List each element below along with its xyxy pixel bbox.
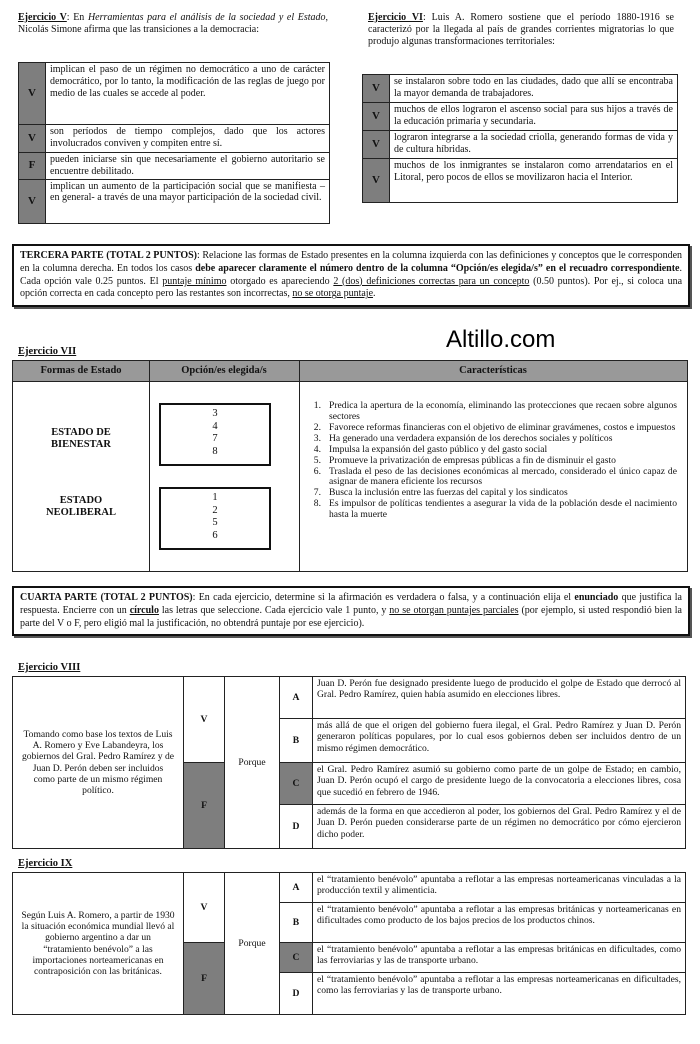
option-text: el “tratamiento benévolo” apuntaba a reflotar a las empresas británicas y norteamericanas en dificultades como producto de los bajos precios de los productos chinos. xyxy=(313,903,686,943)
answer-label: F xyxy=(19,153,46,180)
ex8-table xyxy=(12,676,686,849)
option-letter-a[interactable]: A xyxy=(280,677,313,719)
answer-label: V xyxy=(19,125,46,153)
option-letter-b[interactable]: B xyxy=(280,903,313,943)
ex9-table xyxy=(12,872,686,1015)
ex5-row-text: son períodos de tiempo complejos, dado que los actores involucrados conviven y compiten entre sí. xyxy=(46,125,330,153)
list-item: 5. Promueve la privatización de empresas públicas a fin de disminuir el gasto xyxy=(313,454,616,466)
answer-label: V xyxy=(19,63,46,125)
answer-box-welfare[interactable]: 3 4 7 8 xyxy=(159,403,271,466)
porque-label: Porque xyxy=(225,873,280,1015)
option-letter-d[interactable]: D xyxy=(280,805,313,849)
part3-instructions: TERCERA PARTE (TOTAL 2 PUNTOS): Relacione las formas de Estado presentes en la columna izquierda con las definiciones y conceptos que le corresponden en la columna derecha. En todos los casos debe aparecer claramente el número dentro de la columna “Opción/es elegida/s” en el recuadro correspondiente. Cada opción vale 0.25 puntos. El puntaje mínimo otorgado es apareciendo 2 (dos) definiciones correctas para un concepto (0.50 puntos). Por ej., si coloca una opción correcta en cada concepto pero las restantes son incorrectas, no se otorga puntaje. xyxy=(12,244,690,307)
answer-label: V xyxy=(363,75,390,103)
true-option[interactable]: V xyxy=(184,873,225,943)
list-item: 1. Predica la apertura de la economía, eliminando las protecciones que recaen sobre algunos sectores xyxy=(313,400,677,422)
ex7-header-options: Opción/es elegida/s xyxy=(181,365,267,376)
ex7-header-forms: Formas de Estado xyxy=(40,365,122,376)
option-letter-c[interactable]: C xyxy=(280,763,313,805)
list-item: 7. Busca la inclusión entre las fuerzas del capital y los sindicatos xyxy=(313,487,568,499)
option-text: Juan D. Perón fue designado presidente luego de producido el golpe de Estado que derrocó al Gral. Pedro Ramírez, quien había asumido en elecciones libres. xyxy=(313,677,686,719)
ex9-title: Ejercicio IX xyxy=(18,858,73,869)
answer-label: V xyxy=(363,159,390,203)
option-text: el Gral. Pedro Ramírez asumió su gobierno como parte de un golpe de Estado; en cambio, Juan D. Perón ocupó el cargo de presidente luego de la convocatoria a elecciones libres, cosa que sucedió en febrero de 1946. xyxy=(313,763,686,805)
list-item: 4. Impulsa la expansión del gasto público y del gasto social xyxy=(313,443,548,455)
ex5-title: Ejercicio V xyxy=(18,12,67,23)
ex6-row-text: muchos de los inmigrantes se instalaron como arrendatarios en el Litoral, pero pocos de ellos se movilizaron hacia el Interior. xyxy=(390,159,678,203)
option-letter-b[interactable]: B xyxy=(280,719,313,763)
option-text: el “tratamiento benévolo” apuntaba a reflotar a las empresas norteamericanas en dificultades, como las ferroviarias y las de transporte urbano. xyxy=(313,973,686,1015)
col-divider xyxy=(299,361,300,571)
true-option[interactable]: V xyxy=(184,677,225,763)
answer-box-neoliberal[interactable]: 1 2 5 6 xyxy=(159,487,271,550)
ex8-title: Ejercicio VIII xyxy=(18,662,81,673)
ex7-table xyxy=(12,360,688,572)
part4-instructions: CUARTA PARTE (TOTAL 2 PUNTOS): En cada ejercicio, determine si la afirmación es verdadera o falsa, y a continuación elija el enunciado que justifica la respuesta. Encierre con un círculo las letras que seleccione. Cada ejercicio vale 1 punto, y no se otorgan puntajes parciales (por ejemplo, si usted respondió bien la parte del V o F, pero eligió mal la justificación, no obtendrá puntaje por ese ejercicio). xyxy=(12,586,690,636)
answer-label: V xyxy=(363,103,390,131)
ex5-table xyxy=(18,62,330,224)
ex8-statement: Tomando como base los textos de Luis A. Romero y Eve Labandeyra, los gobiernos del Gral. Pedro Ramírez y de Juan D. Perón deben ser incluidos como parte de un mismo régimen político. xyxy=(13,677,184,849)
option-text: el “tratamiento benévolo” apuntaba a reflotar a las empresas norteamericanas vinculadas a la producción textil y alimenticia. xyxy=(313,873,686,903)
list-item: 8. Es impulsor de políticas tendientes a asegurar la vida de la población desde el nacimiento hasta la muerte xyxy=(313,498,677,521)
answer-label: V xyxy=(363,131,390,159)
state-welfare: ESTADO DE BIENESTAR xyxy=(51,427,111,451)
ex7-header-characteristics: Características xyxy=(459,365,527,376)
ex6-row-text: lograron integrarse a la sociedad criolla, generando formas de vida y de cultura híbridas. xyxy=(390,131,678,159)
option-letter-c[interactable]: C xyxy=(280,943,313,973)
ex6-intro: Ejercicio VI: Luis A. Romero sostiene que el período 1880-1916 se caracterizó por la llegada al país de grandes corrientes migratorias lo que produjo algunas transformaciones territoriales: xyxy=(368,12,674,47)
false-option[interactable]: F xyxy=(184,943,225,1015)
list-item: 2. Favorece reformas financieras con el objetivo de eliminar gravámenes, costos e impuestos xyxy=(313,421,676,433)
watermark: Altillo.com xyxy=(446,326,556,353)
option-letter-a[interactable]: A xyxy=(280,873,313,903)
ex5-row-text: implican un aumento de la participación social que se manifiesta –en general- a través de una mayor participación de la sociedad civil. xyxy=(46,179,330,223)
porque-label: Porque xyxy=(225,677,280,849)
list-item: 6. Traslada el peso de las decisiones económicas al mercado, considerado el único capaz de asignar de manera eficiente los recursos xyxy=(313,465,677,488)
list-item: 3. Ha generado una verdadera expansión de los derechos sociales y políticos xyxy=(313,432,613,444)
state-neoliberal: ESTADO NEOLIBERAL xyxy=(45,495,117,519)
ex9-statement: Según Luis A. Romero, a partir de 1930 la situación económica mundial llevó al gobierno argentino a dar un “tratamiento benévolo” a las importaciones norteamericanas en contraposición con las británicas. xyxy=(13,873,184,1015)
ex5-intro: Ejercicio V: En Herramientas para el análisis de la sociedad y el Estado, Nicolás Simone afirma que las transiciones a la democracia: xyxy=(18,12,329,35)
characteristics-list xyxy=(301,401,677,521)
answer-label: V xyxy=(19,179,46,223)
ex6-row-text: muchos de ellos lograron el ascenso social para sus hijos a través de la educación primaria y secundaria. xyxy=(390,103,678,131)
ex5-row-text: pueden iniciarse sin que necesariamente el gobierno autoritario se encuentre debilitado. xyxy=(46,153,330,180)
option-text: más allá de que el origen del gobierno fuera ilegal, el Gral. Pedro Ramírez y Juan D. Perón generaron políticas populares, por lo cual esos gobiernos deben ser incluidos dentro de un mismo régimen democrático. xyxy=(313,719,686,763)
false-option[interactable]: F xyxy=(184,763,225,849)
option-text: el “tratamiento benévolo” apuntaba a reflotar a las empresas británicas en dificultades, como las ferroviarias y las de transporte urbano. xyxy=(313,943,686,973)
option-letter-d[interactable]: D xyxy=(280,973,313,1015)
ex5-row-text: implican el paso de un régimen no democrático a uno de carácter democrático, por lo tanto, la modificación de las reglas de juego por medio de las cuales se accede al poder. xyxy=(46,63,330,125)
ex6-row-text: se instalaron sobre todo en las ciudades, dado que allí se encontraba la mayor demanda de trabajadores. xyxy=(390,75,678,103)
col-divider xyxy=(149,361,150,571)
option-text: además de la forma en que accedieron al poder, los gobiernos del Gral. Pedro Ramírez y el de Juan D. Perón pueden considerarse parte de un régimen no democrático por cómo ejercieron dicho poder. xyxy=(313,805,686,849)
ex6-table xyxy=(362,74,678,203)
ex7-title: Ejercicio VII xyxy=(18,346,77,357)
ex6-title: Ejercicio VI xyxy=(368,12,423,23)
